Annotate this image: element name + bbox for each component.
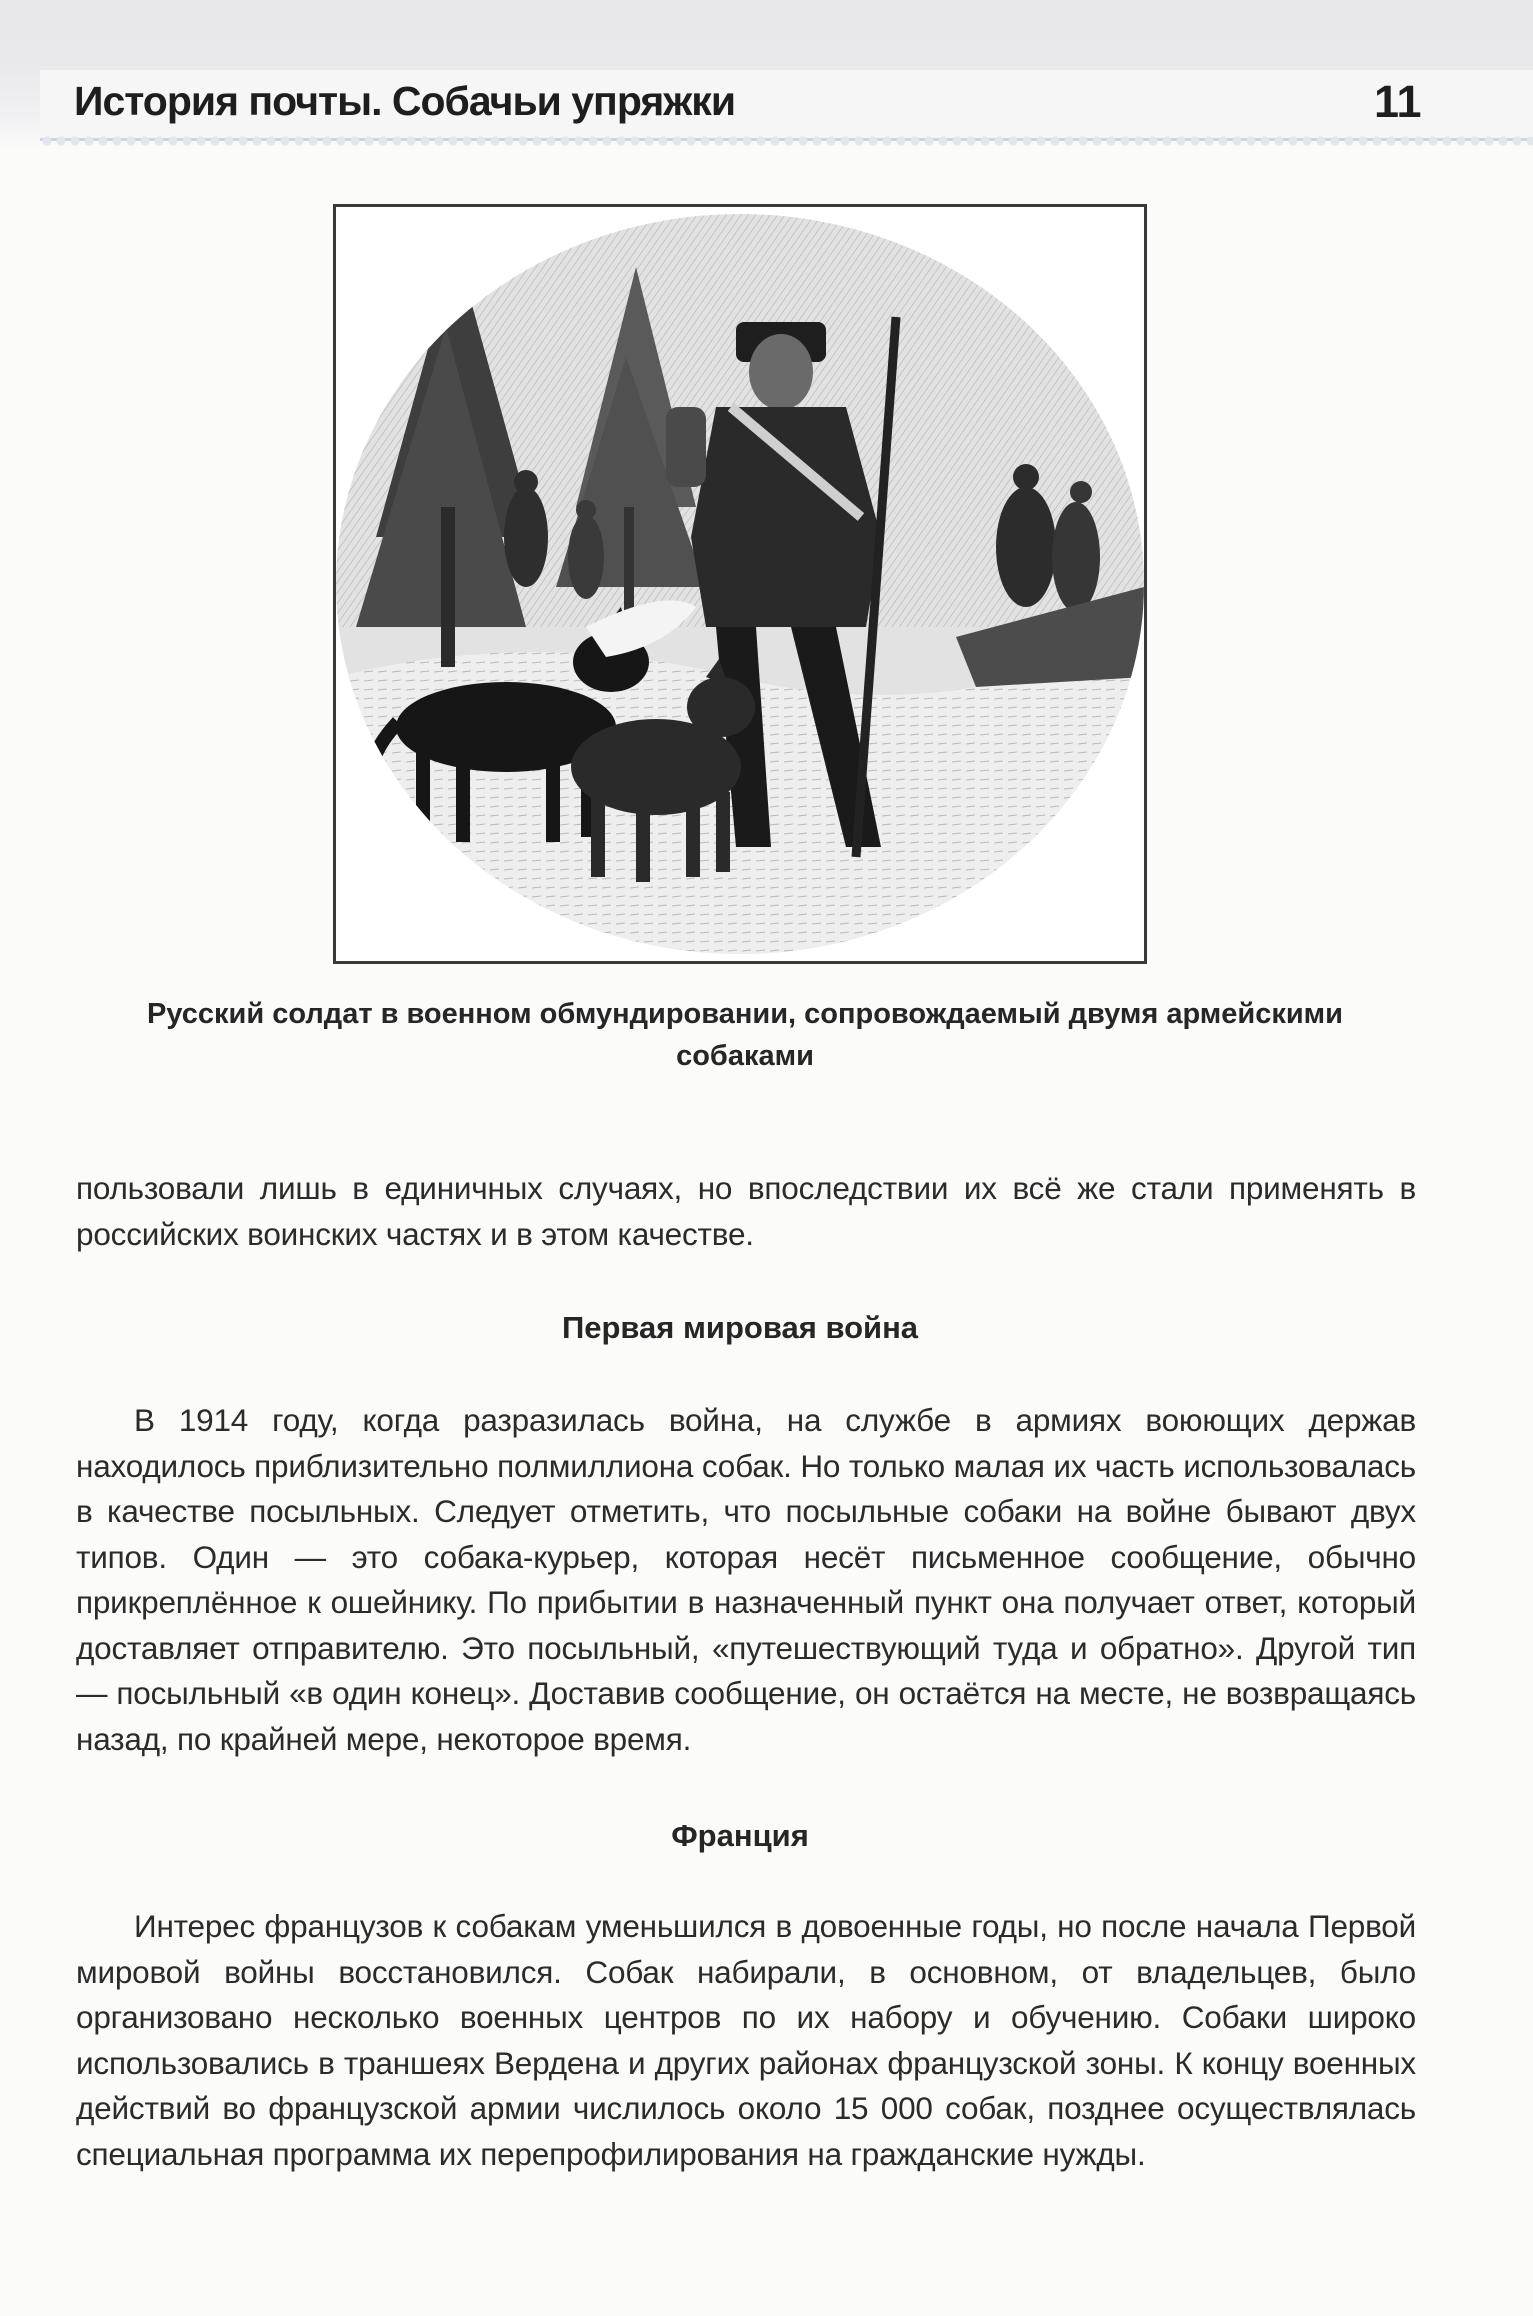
page-number: 11 xyxy=(1374,76,1422,127)
paragraph-continuation: пользовали лишь в единичных случаях, но впоследствии их всё же стали применять в российских воинских частях и в этом качестве. xyxy=(76,1170,1416,1252)
paragraph-ww1: В 1914 году, когда разразилась война, на службе в армиях воюющих держав находилось приблизительно полмиллиона собак. Но только малая их часть использовалась в качестве посыльных. Следует отметить, что посыльные собаки на войне бывают двух типов. Один — это собака-курьер, которая несёт письменное сообщение, обычно прикреплённое к ошейнику. По прибытии в назначенный пункт она получает ответ, который доставляет отправителю. Это посыльный, «путешествующий туда и обратно». Другой тип — посыльный «в один конец». Доставив сообщение, он остаётся на месте, не возвращаясь назад, по крайней мере, некоторое время. xyxy=(76,1402,1416,1757)
soldier-with-dogs-illustration xyxy=(336,207,1144,961)
figure-caption: Русский солдат в военном обмундировании, сопровождаемый двумя армейскими собаками xyxy=(147,998,1343,1072)
section-heading-ww1: Первая мировая война xyxy=(561,1310,919,1345)
section-heading-france: Франция xyxy=(671,1818,809,1853)
header-perforation xyxy=(40,136,1533,146)
paragraph-france: Интерес французов к собакам уменьшился в довоенные годы, но после начала Первой мировой войны восстановился. Собак набирали, в основном, от владельцев, было организовано несколько военных центров по их набору и обучению. Собаки широко использовались в траншеях Вердена и других районах французской зоны. К концу военных действий во французской армии числилось около 15 000 собак, позднее осуществлялась специальная программа их перепрофилирования на гражданские нужды. xyxy=(76,1908,1416,2172)
illustration-frame xyxy=(333,204,1147,964)
running-title: История почты. Собачьи упряжки xyxy=(74,78,736,124)
